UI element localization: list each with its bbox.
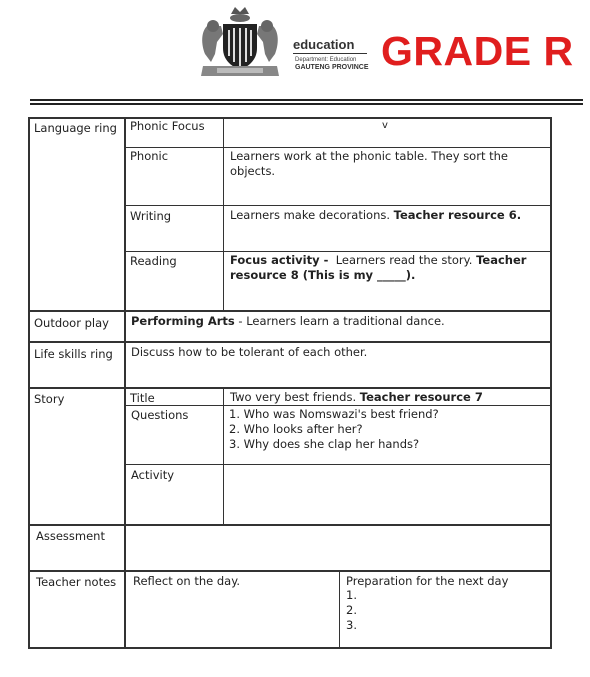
table-border-left bbox=[28, 117, 30, 648]
preparation-label: Preparation for the next day bbox=[346, 574, 509, 588]
row-line-teacher-notes bbox=[28, 570, 552, 572]
table-border-top bbox=[28, 117, 552, 119]
row-line-writing bbox=[125, 205, 551, 206]
preparation-item: 1. bbox=[346, 588, 357, 602]
question-item: 3. Why does she clap her hands? bbox=[229, 437, 420, 451]
logo-divider bbox=[293, 53, 367, 54]
activity-label: Activity bbox=[131, 468, 175, 482]
writing-label: Writing bbox=[130, 209, 172, 223]
reading-text-line1: Focus activity - Learners read the story. Teacher bbox=[230, 253, 527, 267]
row-line-reading bbox=[125, 251, 551, 252]
phonic-focus-label: Phonic Focus bbox=[130, 119, 205, 133]
life-skills-text: Discuss how to be tolerant of each other. bbox=[131, 345, 368, 359]
preparation-item: 3. bbox=[346, 618, 357, 632]
questions-label: Questions bbox=[131, 408, 189, 422]
gauteng-coat-of-arms-logo bbox=[193, 4, 287, 80]
grade-title: GRADE R bbox=[381, 28, 574, 74]
reading-label: Reading bbox=[130, 254, 177, 268]
row-line-assessment bbox=[28, 524, 552, 526]
row-line-story bbox=[28, 387, 552, 389]
phonic-label: Phonic bbox=[130, 149, 169, 163]
teacher-notes-divider bbox=[339, 571, 340, 648]
row-line-outdoor bbox=[28, 310, 552, 312]
outdoor-play-text: Performing Arts - Learners learn a traditional dance. bbox=[131, 314, 445, 328]
header-rule-bottom bbox=[30, 103, 583, 105]
preparation-item: 2. bbox=[346, 603, 357, 617]
question-item: 1. Who was Nomswazi's best friend? bbox=[229, 407, 439, 421]
story-label: Story bbox=[34, 392, 65, 406]
row-line-activity bbox=[125, 464, 551, 465]
row-line-questions bbox=[125, 405, 551, 406]
page-header bbox=[0, 0, 590, 100]
reading-text-line2: resource 8 (This is my _____). bbox=[230, 268, 416, 282]
writing-text: Learners make decorations. Teacher resource 6. bbox=[230, 208, 522, 222]
outdoor-play-label: Outdoor play bbox=[34, 316, 109, 330]
assessment-label: Assessment bbox=[36, 529, 105, 543]
label-column-divider bbox=[124, 117, 126, 648]
row-line-lifeskills bbox=[28, 341, 552, 343]
phonic-text-line2: objects. bbox=[230, 164, 276, 178]
phonic-focus-value: v bbox=[382, 120, 388, 131]
question-item: 2. Who looks after her? bbox=[229, 422, 363, 436]
story-title-label: Title bbox=[130, 391, 155, 405]
language-ring-label: Language ring bbox=[34, 121, 117, 135]
reflect-text: Reflect on the day. bbox=[133, 574, 241, 588]
life-skills-label: Life skills ring bbox=[34, 347, 113, 361]
logo-education-word: education bbox=[293, 37, 355, 52]
header-rule-top bbox=[30, 99, 583, 101]
logo-province-text: GAUTENG PROVINCE bbox=[295, 64, 369, 71]
logo-department-text: Department: Education bbox=[295, 57, 357, 63]
table-border-bottom bbox=[28, 647, 552, 649]
phonic-text-line1: Learners work at the phonic table. They sort the bbox=[230, 149, 508, 163]
story-title-text: Two very best friends. Teacher resource 7 bbox=[230, 390, 483, 404]
story-subcolumn-divider bbox=[223, 388, 224, 525]
row-line-phonic bbox=[125, 147, 551, 148]
teacher-notes-label: Teacher notes bbox=[36, 575, 117, 589]
